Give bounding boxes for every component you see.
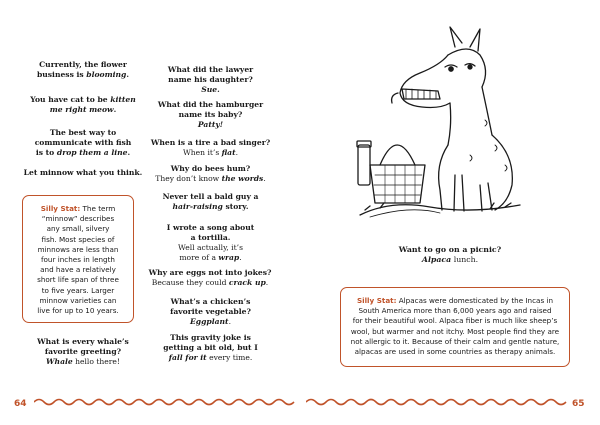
joke-text: Currently, the flower — [39, 60, 127, 69]
joke-text: fall for it every time. — [168, 353, 253, 362]
joke-text: I wrote a song about — [166, 223, 255, 232]
joke-hamburger — [148, 100, 273, 130]
joke-fish — [28, 128, 138, 158]
stat-line: fish. Most species of — [41, 234, 115, 244]
joke-minnow — [22, 168, 144, 178]
joke-text: What did the hamburger — [157, 100, 264, 109]
stat-line: wool, but warmer and not itchy. Most people find they are — [350, 326, 560, 336]
joke-text: a tortilla. — [190, 233, 231, 242]
joke-text: Patty! — [197, 120, 224, 129]
stat-line: short life span of three — [37, 275, 119, 285]
joke-text: Eggplant. — [190, 317, 231, 326]
joke-text: hair-raising story. — [172, 202, 249, 211]
stat-line: Silly Stat: The term — [40, 204, 116, 213]
joke-text: name his daughter? — [168, 75, 253, 84]
stat-line: South America more than 6,000 years ago and raised — [358, 306, 552, 316]
joke-tortilla — [143, 223, 278, 263]
joke-text: Why are eggs not into jokes? — [148, 268, 272, 277]
joke-text: getting a bit old, but I — [163, 343, 258, 352]
stat-line: to five years. Larger — [41, 285, 115, 295]
joke-text: Whale hello there! — [46, 357, 120, 366]
joke-text: Sue. — [201, 85, 220, 94]
joke-text: Never tell a bald guy a — [162, 192, 259, 201]
caption-answer: Alpaca lunch. — [421, 255, 479, 264]
joke-text: When is a tire a bad singer? — [150, 138, 271, 147]
joke-whale — [26, 337, 140, 367]
joke-text: more of a wrap. — [179, 253, 242, 262]
joke-gravity — [143, 333, 278, 363]
joke-lawyer — [148, 65, 273, 95]
joke-bald — [143, 192, 278, 212]
stat-line: live for up to 10 years. — [37, 306, 119, 316]
joke-bees — [143, 164, 278, 184]
stat-line: not allergic to it. Because of their calm and gentle nature, — [350, 336, 560, 346]
stat-line: minnows are less than — [37, 244, 119, 254]
joke-chicken — [143, 297, 278, 327]
joke-text: What is every whale’s — [37, 337, 129, 346]
stat-line: for their beautiful wool. Alpaca fiber is much like sheep’s — [352, 316, 558, 326]
joke-text: What did the lawyer — [167, 65, 254, 74]
page-number-right: 65 — [572, 399, 585, 409]
joke-text: Well actually, it’s — [178, 243, 243, 252]
joke-text: Let minnow what you think. — [23, 168, 143, 177]
joke-text: They don’t know the words. — [155, 174, 266, 183]
silly-stat-alpaca — [340, 287, 570, 367]
joke-text: You have cat to be kitten — [30, 95, 136, 104]
joke-text: business is blooming. — [36, 70, 130, 79]
wave-divider-icon — [306, 397, 568, 407]
alpaca-picnic-illustration — [330, 25, 530, 225]
page-number-left: 64 — [14, 399, 27, 409]
wave-divider-icon — [34, 397, 296, 407]
stat-line: Silly Stat: Alpacas were domesticated by the Incas in — [356, 296, 554, 305]
joke-text: When it’s flat. — [182, 148, 239, 157]
joke-text: Why do bees hum? — [170, 164, 251, 173]
joke-flower — [28, 60, 138, 80]
stat-line: minnow varieties can — [39, 295, 117, 305]
stat-line: alpacas are used in some countries as therapy animals. — [354, 347, 556, 357]
joke-text: Because they could crack up. — [151, 278, 269, 287]
caption-question: Want to go on a picnic? — [398, 245, 502, 254]
joke-text: favorite greeting? — [44, 347, 122, 356]
joke-kitten — [24, 95, 142, 115]
joke-text: What’s a chicken’s — [170, 297, 251, 306]
silly-stat-minnow — [22, 195, 134, 323]
joke-text: is to drop them a line. — [35, 148, 131, 157]
joke-text: This gravity joke is — [170, 333, 251, 342]
joke-text: The best way to — [49, 128, 117, 137]
right-page — [300, 0, 600, 425]
joke-text: favorite vegetable? — [170, 307, 251, 316]
joke-text: me right meow. — [49, 105, 117, 114]
joke-tire — [143, 138, 278, 158]
joke-eggs — [140, 268, 280, 288]
stat-line: “minnow” describes — [41, 214, 115, 224]
stat-line: any small, silvery — [46, 224, 110, 234]
joke-text: communicate with fish — [34, 138, 132, 147]
joke-text: name its baby? — [178, 110, 243, 119]
picnic-caption — [360, 245, 540, 265]
stat-line: and have a relatively — [40, 265, 116, 275]
stat-line: four inches in length — [41, 255, 115, 265]
